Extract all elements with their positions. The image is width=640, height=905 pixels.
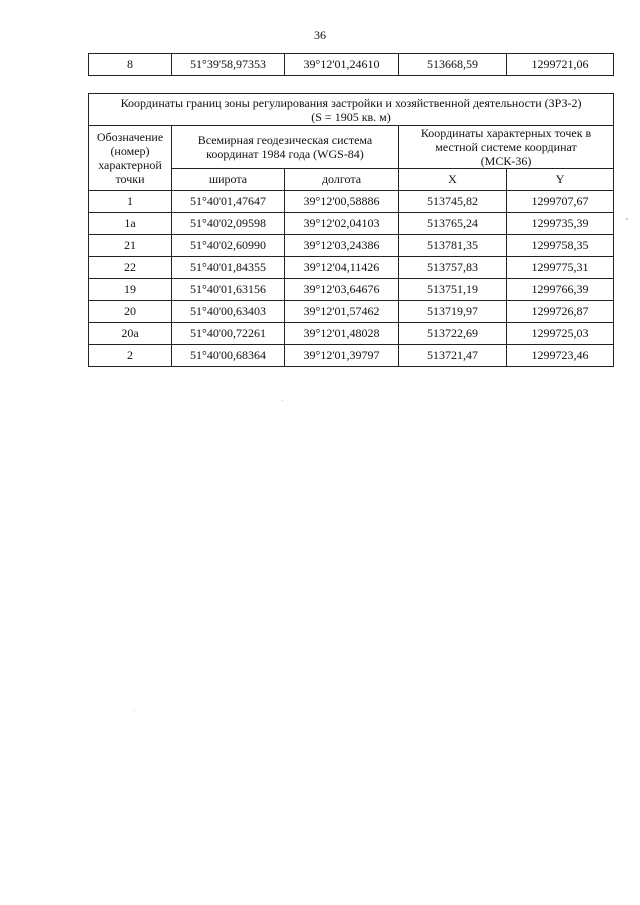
table-row	[89, 213, 614, 235]
lon-cell: 39°12'01,57462	[285, 301, 399, 323]
x-cell: 513765,24	[399, 213, 507, 235]
table-row	[89, 235, 614, 257]
point-cell: 1	[89, 191, 172, 213]
table-row	[89, 54, 614, 76]
point-header-l2: (номер)	[110, 144, 150, 158]
y-header: Y	[507, 169, 614, 191]
point-cell: 1а	[89, 213, 172, 235]
lon-cell: 39°12'03,64676	[285, 279, 399, 301]
lon-cell: 39°12'02,04103	[285, 213, 399, 235]
point-cell: 19	[89, 279, 172, 301]
lat-cell: 51°40'01,47647	[172, 191, 285, 213]
x-cell: 513721,47	[399, 345, 507, 367]
x-cell: 513719,97	[399, 301, 507, 323]
x-cell: 513668,59	[399, 54, 507, 76]
scan-speck	[134, 710, 135, 711]
point-cell: 21	[89, 235, 172, 257]
y-cell: 1299707,67	[507, 191, 614, 213]
continuation-table	[88, 53, 614, 76]
point-header-l4: точки	[115, 172, 145, 186]
table-title-line2: (S = 1905 кв. м)	[311, 109, 391, 124]
lat-cell: 51°40'01,84355	[172, 257, 285, 279]
lon-header: долгота	[285, 169, 399, 191]
y-cell: 1299726,87	[507, 301, 614, 323]
table-row	[89, 323, 614, 345]
wgs-header-l2: координат 1984 года (WGS-84)	[206, 147, 364, 161]
table-row	[89, 279, 614, 301]
table-row	[89, 301, 614, 323]
y-cell: 1299758,35	[507, 235, 614, 257]
table-row	[89, 345, 614, 367]
x-cell: 513745,82	[399, 191, 507, 213]
lon-cell: 39°12'04,11426	[285, 257, 399, 279]
lat-cell: 51°40'02,09598	[172, 213, 285, 235]
wgs-header-l1: Всемирная геодезическая система	[197, 133, 373, 147]
point-cell: 2	[89, 345, 172, 367]
coordinates-table	[88, 93, 614, 367]
x-cell: 513751,19	[399, 279, 507, 301]
y-cell: 1299735,39	[507, 213, 614, 235]
lat-cell: 51°40'01,63156	[172, 279, 285, 301]
lon-cell: 39°12'00,58886	[285, 191, 399, 213]
x-header: X	[399, 169, 507, 191]
msk-header-l2: местной системе координат	[435, 140, 577, 154]
y-cell: 1299766,39	[507, 279, 614, 301]
x-cell: 513722,69	[399, 323, 507, 345]
lat-cell: 51°40'02,60990	[172, 235, 285, 257]
y-cell: 1299775,31	[507, 257, 614, 279]
lon-cell: 39°12'01,24610	[285, 54, 399, 76]
x-cell: 513781,35	[399, 235, 507, 257]
msk-header-l3: (МСК-36)	[480, 154, 532, 168]
scan-speck	[282, 400, 283, 401]
y-cell: 1299725,03	[507, 323, 614, 345]
point-cell: 8	[89, 54, 172, 76]
x-cell: 513757,83	[399, 257, 507, 279]
lat-header: широта	[172, 169, 285, 191]
y-cell: 1299723,46	[507, 345, 614, 367]
page-number: 36	[314, 28, 326, 42]
lat-cell: 51°40'00,68364	[172, 345, 285, 367]
msk-header	[399, 126, 614, 169]
lon-cell: 39°12'03,24386	[285, 235, 399, 257]
table-title-line1: Координаты границ зоны регулирования застройки и хозяйственной деятельности (ЗРЗ-2)	[120, 95, 582, 110]
point-header	[89, 126, 172, 191]
scan-speck	[626, 218, 628, 220]
point-cell: 20	[89, 301, 172, 323]
wgs-header	[172, 126, 399, 169]
lat-cell: 51°40'00,63403	[172, 301, 285, 323]
lon-cell: 39°12'01,39797	[285, 345, 399, 367]
lat-cell: 51°39'58,97353	[172, 54, 285, 76]
point-header-l1: Обозначение	[96, 130, 164, 144]
lon-cell: 39°12'01,48028	[285, 323, 399, 345]
lat-cell: 51°40'00,72261	[172, 323, 285, 345]
point-cell: 20а	[89, 323, 172, 345]
point-header-l3: характерной	[98, 158, 162, 172]
table-row	[89, 257, 614, 279]
y-cell: 1299721,06	[507, 54, 614, 76]
table-title	[89, 94, 614, 126]
table-row	[89, 191, 614, 213]
msk-header-l1: Координаты характерных точек в	[420, 126, 592, 140]
point-cell: 22	[89, 257, 172, 279]
